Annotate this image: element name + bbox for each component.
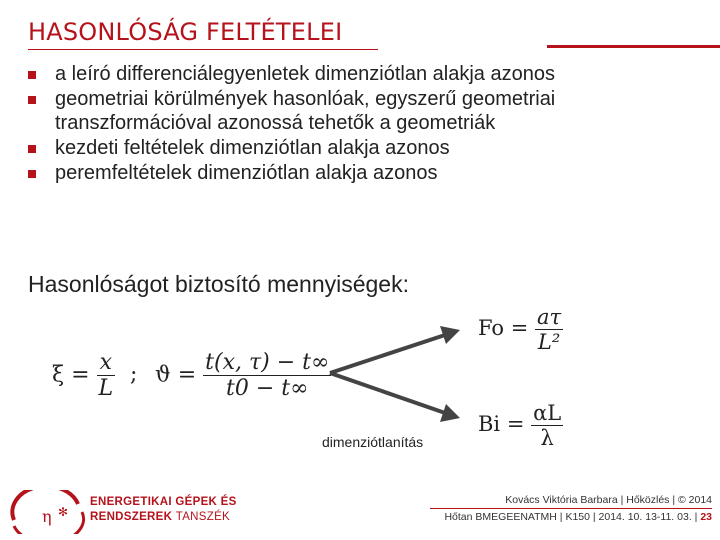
list-item: peremfeltételek dimenziótlan alakja azonos	[28, 161, 708, 185]
arrow-up-head-icon	[440, 326, 460, 344]
arrow-up-line	[330, 334, 448, 373]
square-bullet-icon	[28, 170, 36, 178]
title-underline	[28, 49, 378, 50]
title-accent-bar	[547, 45, 720, 48]
fourier-number-formula: Fo = $\frac{a\tau}{\text{L²}}$	[478, 305, 562, 354]
theta-formula: ϑ = $\frac{t(x, \tau) - t\infty}{t0 - t\infty}$	[155, 350, 330, 401]
square-bullet-icon	[28, 145, 36, 153]
dimensionless-arrows	[320, 318, 470, 428]
list-item: geometriai körülmények hasonlóak, egyszerű geometriai transzformációval azonossá tehetők a geometriák	[28, 87, 708, 135]
page-number: 23	[700, 511, 712, 523]
department-logo-icon	[8, 490, 88, 534]
svg-text:✻: ✻	[58, 505, 69, 519]
arrow-down-line	[330, 373, 448, 414]
square-bullet-icon	[28, 96, 36, 104]
formula-separator: ;	[130, 362, 138, 387]
svg-text:η: η	[42, 507, 52, 526]
slide-title: HASONLÓSÁG FELTÉTELEI	[28, 18, 343, 46]
list-item: kezdeti feltételek dimenziótlan alakja azonos	[28, 136, 708, 160]
department-name: ENERGETIKAI GÉPEK ÉS RENDSZEREK TANSZÉK	[90, 496, 237, 523]
condition-list	[28, 62, 708, 186]
subheading: Hasonlóságot biztosító mennyiségek:	[28, 271, 409, 297]
arrow-label: dimenziótlanítás	[322, 434, 424, 450]
arrow-down-head-icon	[440, 404, 460, 422]
square-bullet-icon	[28, 71, 36, 79]
xi-formula: ξ = $\frac{x}{L}$	[52, 350, 114, 401]
biot-number-formula: Bi = $\frac{\alpha L}{\lambda}$	[478, 401, 562, 450]
footer-info: Kovács Viktória Barbara | Hőközlés | © 2014 Hőtan BMEGEENATMH | K150 | 2014. 10. 13-11. 03. | 23	[444, 494, 712, 523]
list-item: a leíró differenciálegyenletek dimenziótlan alakja azonos	[28, 62, 708, 86]
